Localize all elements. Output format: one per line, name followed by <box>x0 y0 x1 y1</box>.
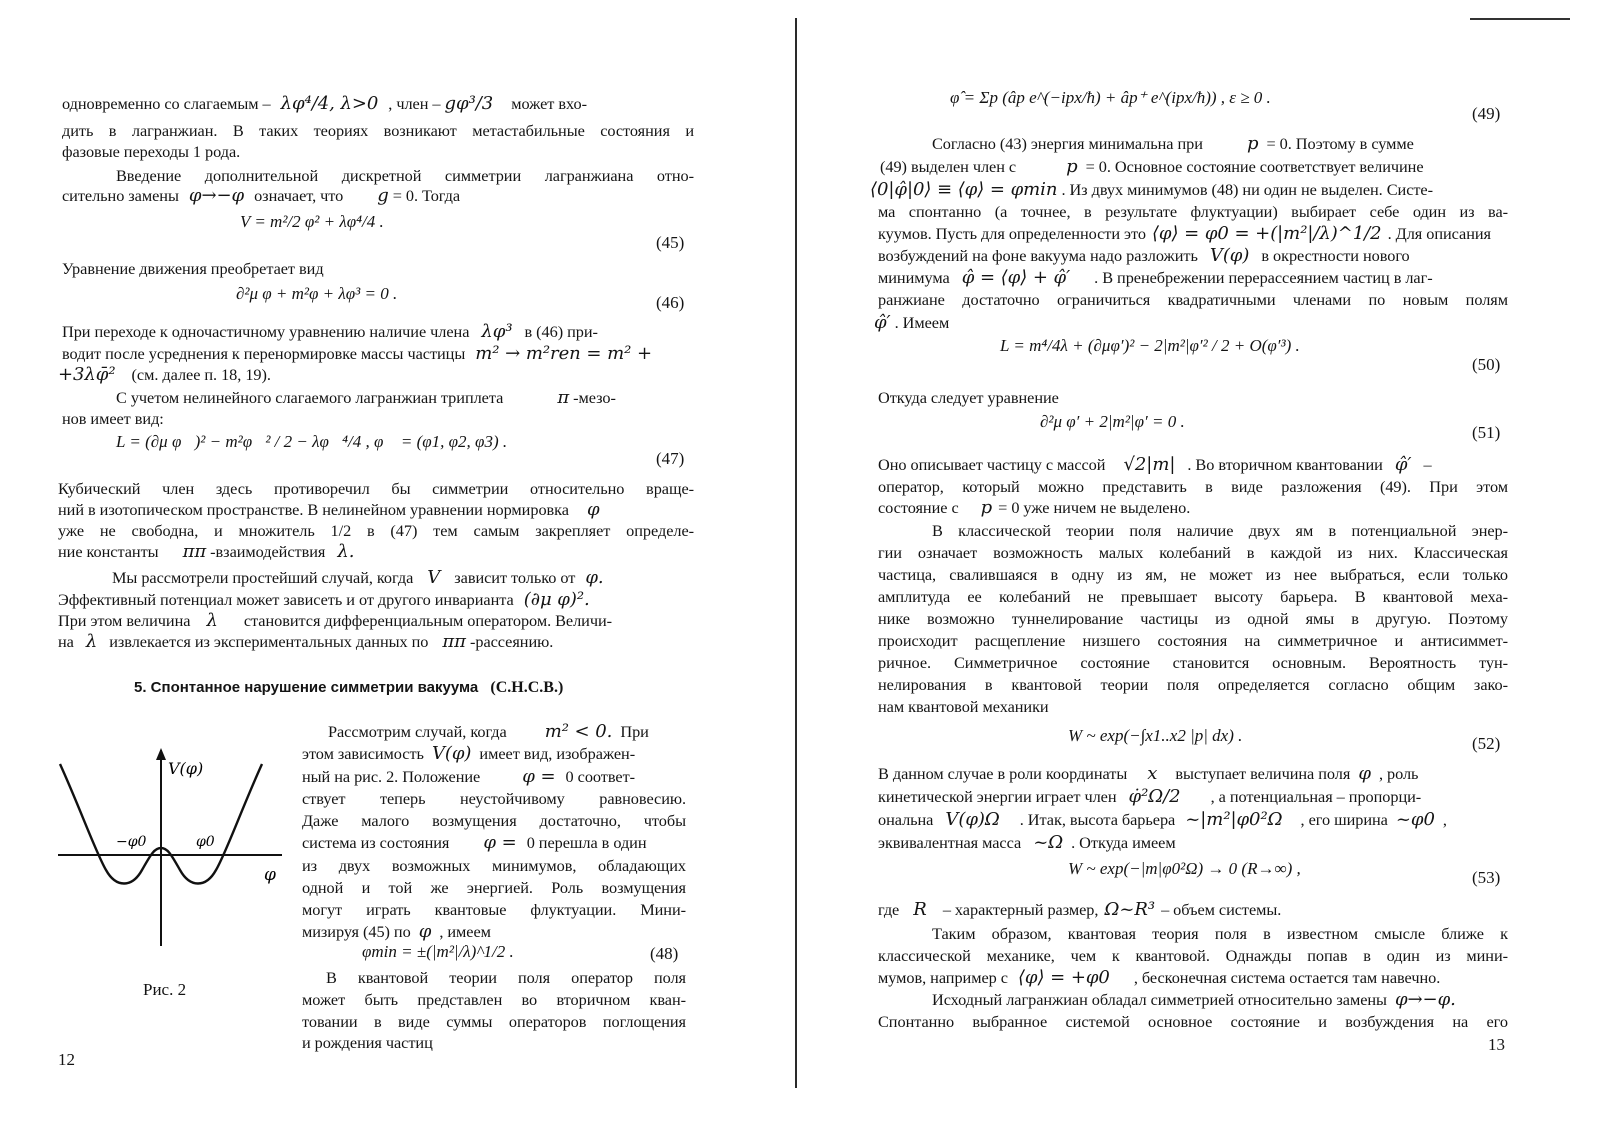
text-line <box>58 542 354 562</box>
text: , <box>1442 810 1447 829</box>
text: , член – <box>388 94 441 113</box>
text: -рассеянию. <box>469 632 554 651</box>
text-line <box>932 990 1456 1010</box>
text-line: ричное. Симметричное состояние становится основным. Вероятность тун- <box>878 653 1508 672</box>
formula-inline: ⟨φ⟩ = φ0 = +(|m²|/λ)^1/2 <box>1151 223 1382 244</box>
equation-number: (45) <box>656 233 685 252</box>
y-axis-arrow <box>156 748 166 760</box>
text: возбуждений на фоне вакуума надо разложить <box>878 246 1198 265</box>
equation-49: φ̂ = Σp (âp e^(−ipx/ħ) + âp⁺ e^(ipx/ħ)) , ε ≥ 0 . <box>950 88 1271 107</box>
figure-caption: Рис. 2 <box>143 980 187 999</box>
text: 0 перешла в один <box>526 833 647 852</box>
text-line <box>878 900 1281 920</box>
formula-inline: ππ <box>442 631 466 652</box>
section-abbr: (С.Н.С.В.) <box>490 679 564 696</box>
page-number: 13 <box>1488 1035 1505 1054</box>
text: мумов, например с <box>878 968 1008 987</box>
y-axis-label: V(φ) <box>168 759 204 778</box>
text: = 0 уже ничем не выделено. <box>998 498 1191 517</box>
text-line <box>58 500 694 520</box>
formula-inline: gφ³/3 <box>444 93 494 114</box>
text-line: фазовые переходы 1 рода. <box>62 142 241 161</box>
text-line: Уравнение движения преобретает вид <box>62 259 324 278</box>
text: , его ширина <box>1300 810 1388 829</box>
text-line <box>878 810 1447 830</box>
left-page <box>0 0 790 1125</box>
section-heading <box>134 679 563 697</box>
text: в окрестности нового <box>1261 246 1410 265</box>
text-line: Спонтанно выбранное системой основное состояние и возбуждения на его <box>878 1012 1508 1031</box>
text-line: В классической теории поля наличие двух ям в потенциальной энер- <box>932 521 1508 540</box>
text: = 0. Основное состояние соответствует величине <box>1085 157 1424 176</box>
page-gutter <box>795 18 797 1088</box>
text-line: гии означает возможность малых колебаний в каждой из них. Классическая <box>878 543 1508 562</box>
formula-inline: g <box>377 185 389 206</box>
text-line <box>878 455 1508 475</box>
formula-inline: x <box>1147 763 1158 784</box>
text-line: оператор, который можно представить в виде разложения (49). При этом <box>878 477 1508 496</box>
text-line: Даже малого возмущения достаточно, чтобы <box>302 811 686 830</box>
text: Оно описывает частицу с массой <box>878 455 1106 474</box>
formula-inline: m² < 0. <box>544 721 613 742</box>
text-line <box>878 498 1190 518</box>
text-line: дить в лагранжиан. В таких теориях возникают метастабильные состояния и <box>62 121 694 140</box>
text-line: нов имеет вид: <box>62 409 164 428</box>
text-line <box>62 322 694 342</box>
text: . В пренебрежении перерассеянием частиц в лаг- <box>1094 268 1433 287</box>
text-line <box>302 833 647 853</box>
text-line: Кубический член здесь противоречил бы симметрии относительно враще- <box>58 479 694 498</box>
formula-inline: V(φ)Ω <box>945 809 1000 830</box>
text-line <box>116 388 616 408</box>
text: может вхо- <box>511 94 587 113</box>
text-line <box>932 134 1414 154</box>
text-line: нике возможно туннелирование частицы из одной ямы в другую. Поэтому <box>878 609 1508 628</box>
formula-inline: π <box>557 387 570 408</box>
text-line <box>878 224 1491 244</box>
text: , имеем <box>439 922 491 941</box>
text: (49) выделен член с <box>880 157 1017 176</box>
text: При этом величина <box>58 611 191 630</box>
text: . Имеем <box>894 313 950 332</box>
text-line <box>878 968 1440 988</box>
text: извлекается из экспериментальных данных по <box>109 632 429 651</box>
text-line <box>328 722 649 742</box>
formula-inline: V <box>427 567 441 588</box>
formula-inline: p <box>980 497 993 518</box>
formula-inline: φ→−φ. <box>1394 989 1456 1010</box>
formula-inline: (∂μ φ)². <box>523 589 590 610</box>
text: Согласно (43) энергия минимальна при <box>932 134 1203 153</box>
text-line <box>302 767 635 787</box>
text: В данном случае в роли координаты <box>878 764 1128 783</box>
equation-46: ∂²μ φ + m²φ + λφ³ = 0 . <box>236 284 398 303</box>
text-line <box>878 246 1410 266</box>
text: зависит только от <box>454 568 576 587</box>
text: сительно замены <box>62 186 179 205</box>
equation-number: (48) <box>650 944 679 963</box>
text: = 0. Тогда <box>392 186 461 205</box>
text: мизируя (45) по <box>302 922 411 941</box>
section-title: 5. Спонтанное нарушение симметрии вакуума <box>134 679 479 696</box>
text-line: и рождения частиц <box>302 1033 433 1052</box>
formula-inline: λφ³ <box>481 321 513 342</box>
formula-inline: ⟨0|φ̂|0⟩ ≡ ⟨φ⟩ = φmin <box>870 179 1058 200</box>
text-line: могут играть квантовые флуктуации. Мини- <box>302 900 686 919</box>
formula-inline: ~|m²|φ0²Ω <box>1185 809 1283 830</box>
x-axis-label: φ <box>264 865 276 885</box>
text: . Для описания <box>1387 224 1491 243</box>
text-line <box>62 344 652 364</box>
text-line <box>58 632 553 652</box>
equation-number: (50) <box>1472 355 1501 374</box>
text: в (46) при- <box>524 322 598 341</box>
text: ональна <box>878 810 934 829</box>
text: эквивалентная масса <box>878 833 1022 852</box>
text-line: одной и той же энергией. Роль возмущения <box>302 878 686 897</box>
text-line: ранжиане достаточно ограничиться квадратичными членами по новым полям <box>878 290 1508 309</box>
text-line <box>302 922 491 942</box>
equation-number: (46) <box>656 293 685 312</box>
text: . Откуда имеем <box>1071 833 1176 852</box>
text-line: происходит расщепление низшего состояния на симметричное и антисиммет- <box>878 631 1508 650</box>
formula-inline: φ <box>1358 763 1371 784</box>
text-line <box>880 157 1424 177</box>
formula-inline: √2|m| <box>1123 454 1176 475</box>
plus-phi0-label: φ0 <box>196 834 215 850</box>
text: одновременно со слагаемым – <box>62 94 271 113</box>
equation-52: W ~ exp(−∫x1..x2 |p| dx) . <box>1068 726 1243 745</box>
formula-inline: φ̂′ <box>1394 454 1412 475</box>
equation-53: W ~ exp(−|m|φ0²Ω) → 0 (R→∞) , <box>1068 859 1301 878</box>
text: 0 соответ- <box>565 767 636 786</box>
formula-inline: φ <box>418 921 432 942</box>
equation-number: (52) <box>1472 734 1501 753</box>
formula-inline: +3λφ̄² <box>58 364 116 385</box>
text: минимума <box>878 268 950 287</box>
formula-inline: φ = <box>483 832 517 853</box>
text-line: амплитуда ее колебаний не превышает высоту барьера. В квантовой меха- <box>878 587 1508 606</box>
text: . Из двух минимумов (48) ни один не выделен. Систе- <box>1061 180 1433 199</box>
equation-number: (53) <box>1472 868 1501 887</box>
text: состояние с <box>878 498 959 517</box>
formula-inline: Ω~R³ <box>1104 899 1156 920</box>
text: – <box>1423 455 1432 474</box>
text: При переходе к одночастичному уравнению наличие члена <box>62 322 470 341</box>
text-line: нам квантовой механики <box>878 697 1049 716</box>
minus-phi0-label: −φ0 <box>116 834 147 850</box>
text: ный на рис. 2. Положение <box>302 767 481 786</box>
text: Рассмотрим случай, когда <box>328 722 507 741</box>
text-line <box>878 833 1176 853</box>
equation-48: φmin = ±(|m²|/λ)^1/2 . <box>362 942 514 961</box>
text: – объем системы. <box>1161 900 1282 919</box>
text-line <box>878 787 1421 807</box>
text-line: нелирования в квантовой теории поля определяется согласно общим зако- <box>878 675 1508 694</box>
formula-inline: φ̂ = ⟨φ⟩ + φ̂′ <box>961 267 1071 288</box>
text: где <box>878 900 900 919</box>
text-line <box>870 180 1433 200</box>
text: Мы рассмотрели простейший случай, когда <box>112 568 414 587</box>
formula-inline: m² → m²ren = m² + <box>475 343 652 364</box>
text: становится дифференциальным оператором. Величи- <box>243 611 613 630</box>
text: на <box>58 632 74 651</box>
text: – характерный размер, <box>942 900 1099 919</box>
text: При <box>620 722 649 741</box>
text: . Итак, высота барьера <box>1019 810 1176 829</box>
text: этом зависимость <box>302 744 424 763</box>
equation-number: (51) <box>1472 423 1501 442</box>
equation-47: L = (∂μ φ⃗)² − m²φ⃗² / 2 − λφ⃗⁴/4 , φ⃗ = (φ1, φ2, φ3) . <box>116 432 508 451</box>
text-line: товании в виде суммы операторов поглощения <box>302 1012 686 1031</box>
text: , а потенциальная – пропорци- <box>1210 787 1422 806</box>
text-line <box>58 611 612 631</box>
text-line: ствует теперь неустойчивому равновесию. <box>302 789 686 808</box>
formula-inline: λφ⁴/4, λ>0 <box>280 93 379 114</box>
text-line: частица, свалившаяся в одну из ям, не может из нее выбраться, если только <box>878 565 1508 584</box>
equation-51: ∂²μ φ′ + 2|m²|φ′ = 0 . <box>1040 412 1185 431</box>
text-line: ма спонтанно (а точнее, в результате флуктуации) выбирает себе один из ва- <box>878 202 1508 221</box>
right-page <box>800 0 1600 1125</box>
text-line <box>62 94 694 114</box>
equation-number: (49) <box>1472 104 1501 123</box>
formula-inline: ⟨φ⟩ = +φ0 <box>1017 967 1110 988</box>
text-line <box>58 590 590 610</box>
formula-inline: R <box>913 899 927 920</box>
text-line: Введение дополнительной дискретной симметрии лагранжиана отно- <box>116 166 694 185</box>
equation-50: L = m⁴/4λ + (∂μφ′)² − 2|m²|φ′² / 2 + O(φ′³) . <box>1000 336 1300 355</box>
text: , роль <box>1378 764 1419 783</box>
text: система из состояния <box>302 833 450 852</box>
text-line <box>302 744 635 764</box>
text: Исходный лагранжиан обладал симметрией относительно замены <box>932 990 1387 1009</box>
text: (см. далее п. 18, 19). <box>131 365 271 384</box>
text: означает, что <box>254 186 344 205</box>
text-line: В квантовой теории поля оператор поля <box>326 968 686 987</box>
formula-inline: φ̇²Ω/2 <box>1128 786 1181 807</box>
potential-figure <box>50 748 290 948</box>
page-number: 12 <box>58 1050 75 1069</box>
formula-inline: ππ <box>182 541 207 562</box>
text: Эффективный потенциал может зависеть и от другого инварианта <box>58 590 514 609</box>
text-line: может быть представлен во вторичном кван- <box>302 990 686 1009</box>
text: водит после усреднения к перенормировке массы частицы <box>62 344 466 363</box>
text: куумов. Пусть для определенности это <box>878 224 1146 243</box>
text-line <box>62 186 460 206</box>
text-line: Откуда следует уравнение <box>878 388 1059 407</box>
text: = 0. Поэтому в сумме <box>1266 134 1414 153</box>
formula-inline: λ <box>85 631 98 652</box>
text: ний в изотопическом пространстве. В нелинейном уравнении нормировка <box>58 500 569 519</box>
equation-45: V = m²/2 φ² + λφ⁴/4 . <box>240 212 384 231</box>
formula-inline: ~Ω <box>1033 832 1064 853</box>
text-line <box>112 568 604 588</box>
text: , бесконечная система остается там навечно. <box>1133 968 1441 987</box>
equation-number: (47) <box>656 449 685 468</box>
text: . Во вторичном квантовании <box>1187 455 1383 474</box>
text: имеет вид, изображен- <box>479 744 636 763</box>
formula-inline: φ→−φ <box>188 185 245 206</box>
text-line <box>58 365 271 385</box>
formula-inline: φ = <box>522 766 556 787</box>
text: ние константы <box>58 542 159 561</box>
formula-inline: p <box>1066 156 1078 177</box>
text-line: уже не свободна, и множитель 1/2 в (47) тем самым закрепляет определе- <box>58 521 694 540</box>
text: выступает величина поля <box>1175 764 1351 783</box>
formula-inline: λ. <box>337 541 355 562</box>
formula-inline: φ̂′ <box>874 312 891 333</box>
text: -мезо- <box>573 388 616 407</box>
formula-inline: φ <box>587 499 600 520</box>
text-line: из двух возможных минимумов, обладающих <box>302 856 686 875</box>
text-line <box>878 268 1433 288</box>
formula-inline: λ <box>206 610 218 631</box>
text: С учетом нелинейного слагаемого лагранжиан триплета <box>116 388 504 407</box>
text: кинетической энергии играет член <box>878 787 1117 806</box>
formula-inline: V(φ) <box>431 743 472 764</box>
formula-inline: φ. <box>585 567 604 588</box>
formula-inline: V(φ) <box>1209 245 1250 266</box>
text-line <box>874 313 949 333</box>
text-line <box>878 764 1508 784</box>
text: -взаимодействия <box>210 542 326 561</box>
text-line: классической механике, чем к квантовой. Однажды попав в один из мини- <box>878 946 1508 965</box>
formula-inline: ~φ0 <box>1395 809 1435 830</box>
formula-inline: p <box>1246 133 1259 154</box>
text-line: Таким образом, квантовая теория поля в известном смысле ближе к <box>932 924 1508 943</box>
